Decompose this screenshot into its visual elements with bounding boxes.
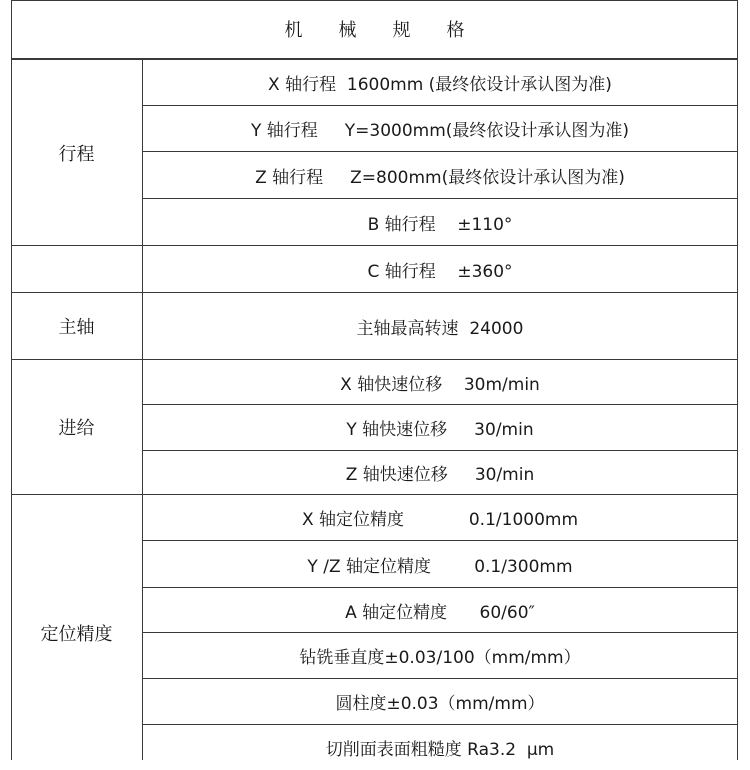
spec-row-x-rapid: X 轴快速位移 30m/min: [340, 374, 540, 395]
spec-row-z-rapid: Z 轴快速位移 30/min: [345, 465, 535, 485]
spec-row-x-travel: X 轴行程 1600mm (最终依设计承认图为准): [268, 75, 612, 95]
category-label-accuracy: 定位精度: [40, 623, 113, 645]
spec-row-perpendicularity: 钻铣垂直度±0.03/100（mm/mm）: [299, 648, 581, 668]
category-label-feed: 进给: [58, 418, 95, 439]
spec-row-spindle-speed: 主轴最高转速 24000: [356, 318, 524, 339]
spec-row-y-rapid: Y 轴快速位移 30/min: [346, 420, 534, 440]
spec-row-c-travel: C 轴行程 ±360°: [367, 261, 513, 282]
spec-row-surface-roughness: 切削面表面粗糙度 Ra3.2 μm: [325, 740, 555, 760]
spec-row-a-accuracy: A 轴定位精度 60/60″: [345, 602, 535, 623]
spec-row-x-accuracy: X 轴定位精度 0.1/1000mm: [301, 510, 579, 530]
spec-row-y-travel: Y 轴行程 Y=3000mm(最终依设计承认图为准): [250, 121, 630, 141]
spec-row-cylindricity: 圆柱度±0.03（mm/mm）: [335, 694, 545, 714]
category-label-spindle: 主轴: [58, 317, 95, 338]
spec-row-z-travel: Z 轴行程 Z=800mm(最终依设计承认图为准): [255, 167, 625, 188]
category-label-empty: [11, 246, 142, 292]
table-border-right: [737, 0, 738, 760]
spec-row-b-travel: B 轴行程 ±110°: [367, 214, 513, 235]
spec-table: [11, 0, 738, 760]
spec-row-yz-accuracy: Y /Z 轴定位精度 0.1/300mm: [307, 556, 573, 577]
table-title: 机 械 规 格: [284, 20, 465, 41]
category-label-travel: 行程: [58, 143, 95, 165]
